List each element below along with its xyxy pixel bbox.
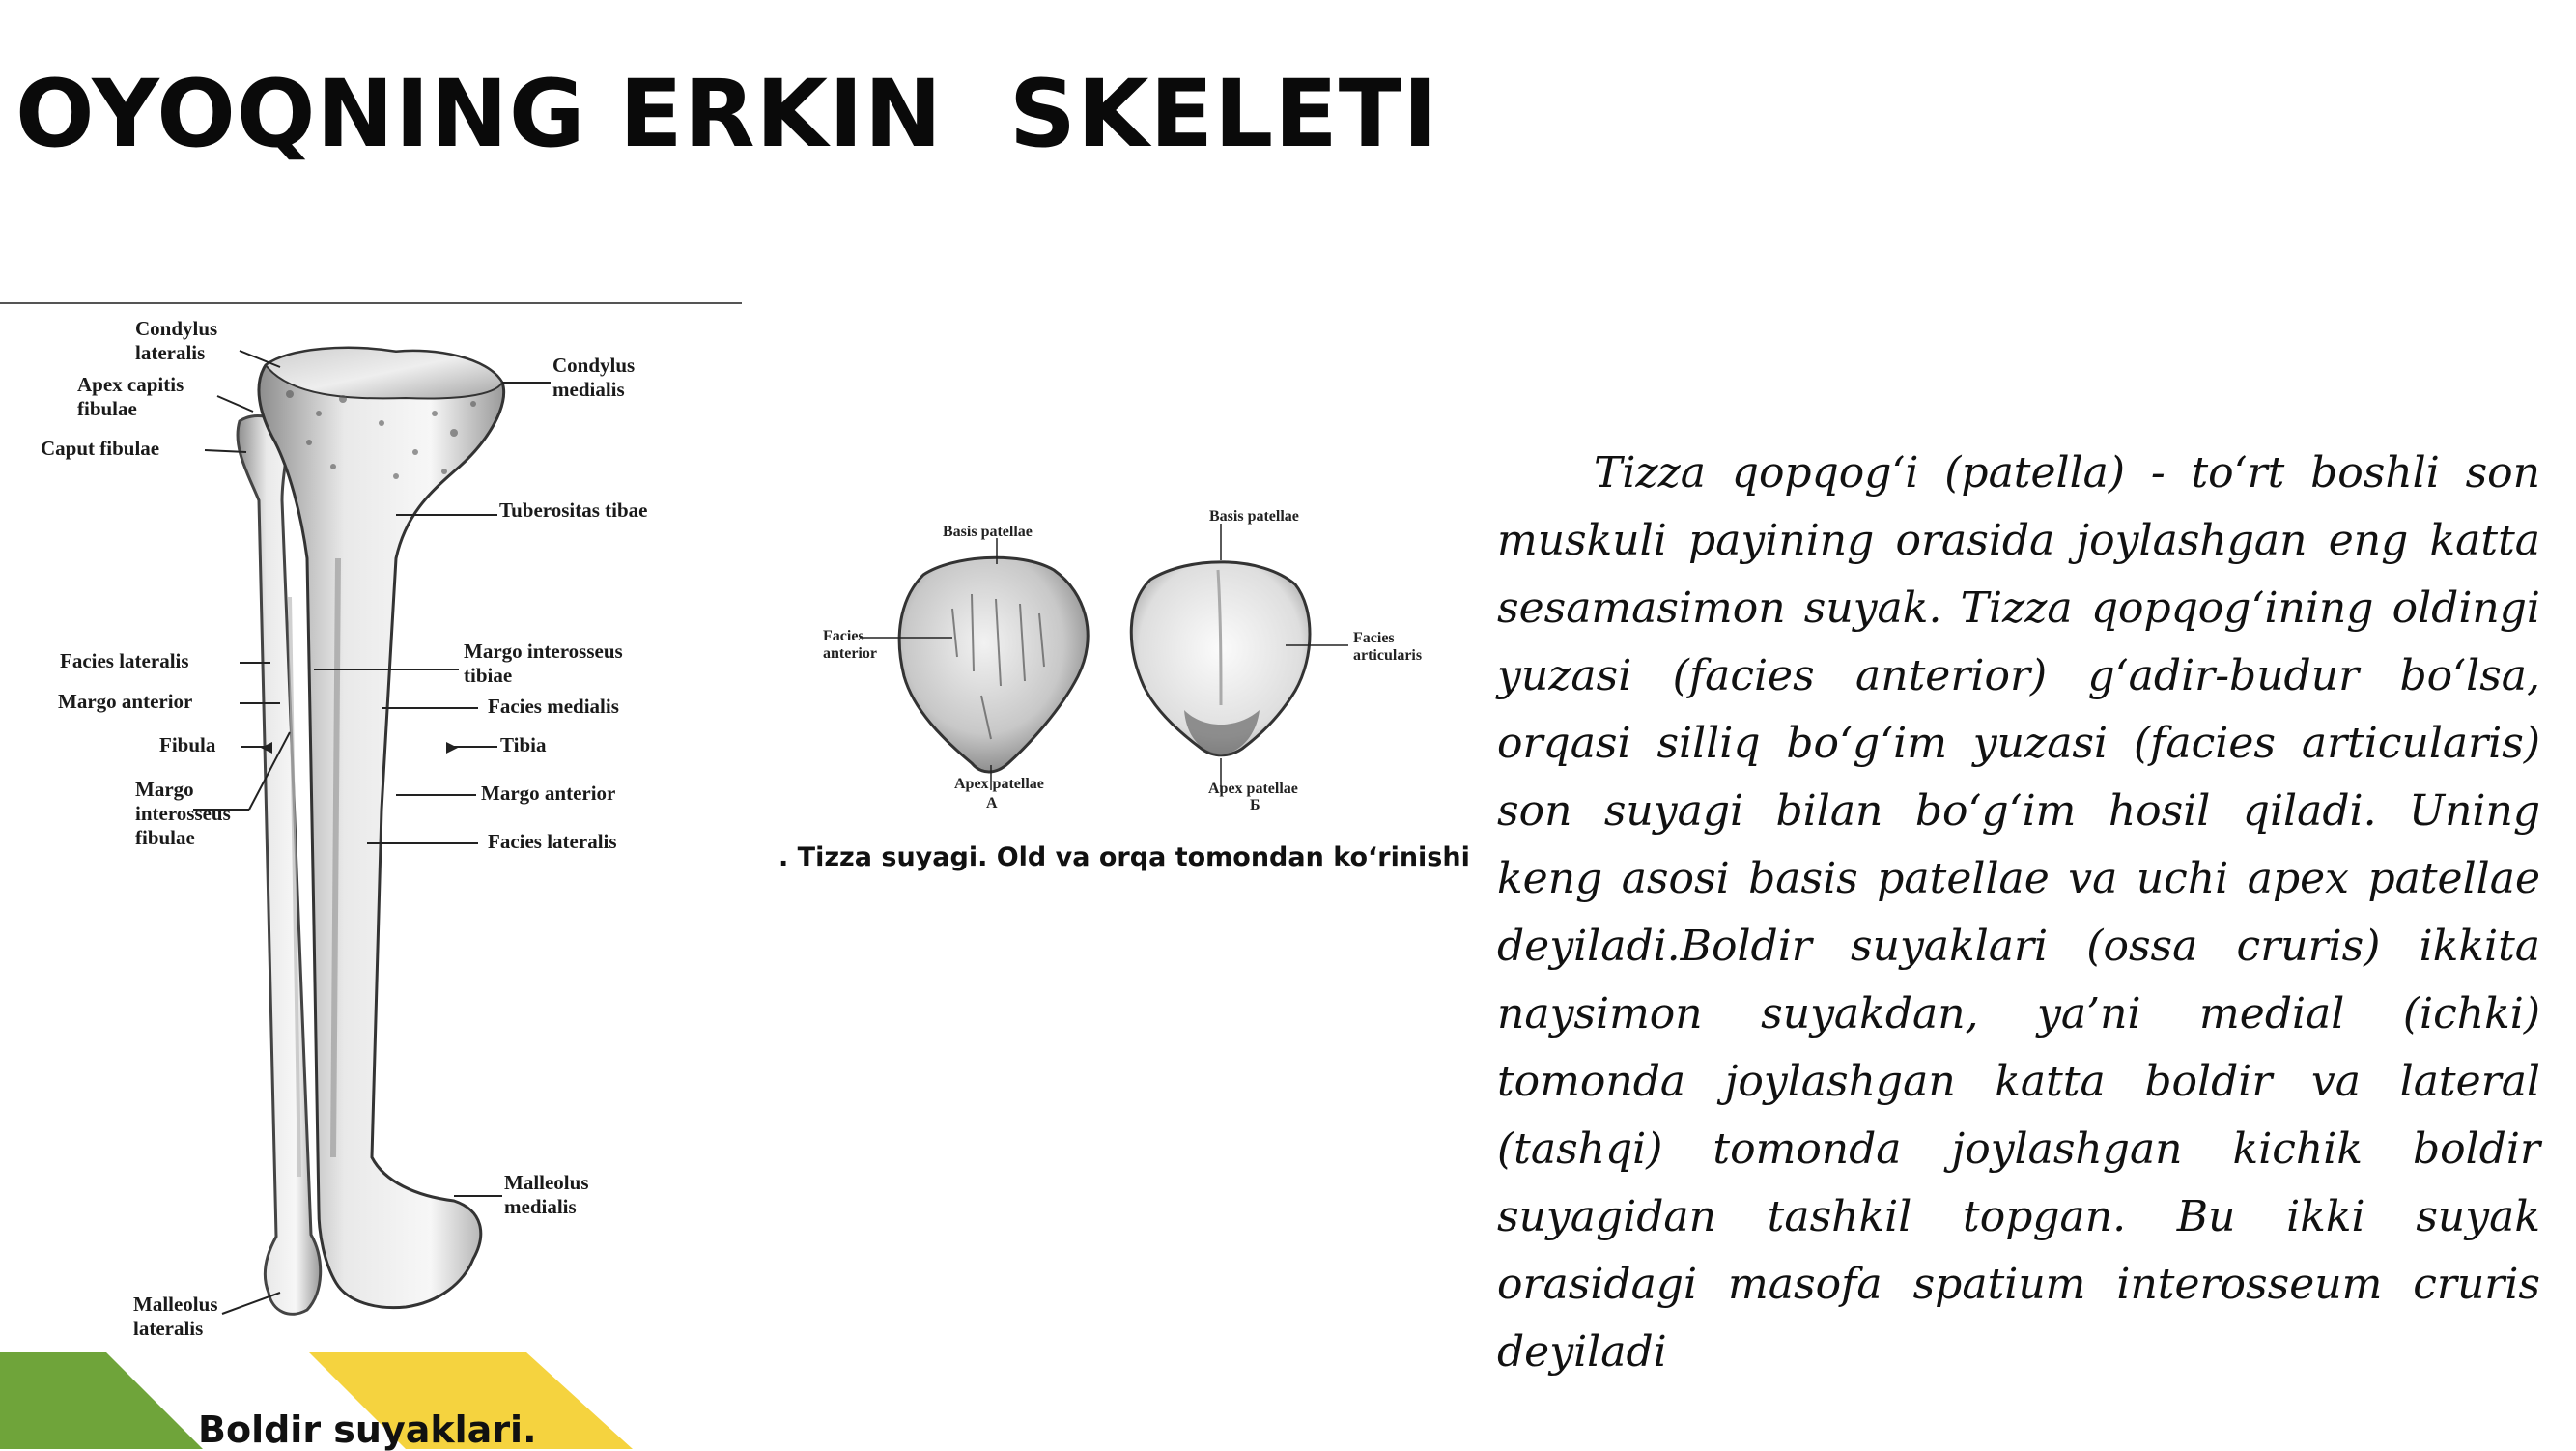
label-condylus-medialis: Condylus medialis: [552, 354, 636, 401]
label-margo-interosseus-fibulae: Margo interosseus fibulae: [135, 778, 231, 849]
label-view-a: А: [986, 795, 998, 811]
label-tuberositas-tibiae: Tuberositas tibae: [499, 498, 648, 522]
label-fibula: Fibula: [159, 733, 216, 756]
label-view-b: Б: [1250, 797, 1260, 813]
patella-figure: [807, 502, 1484, 831]
label-apex-capitis-fibulae: Apex capitis fibulae: [77, 373, 184, 420]
label-margo-interosseus-tibiae: Margo interosseus tibiae: [464, 640, 623, 687]
patella-caption: . Tizza suyagi. Old va orqa tomondan ko‘rinishi: [778, 842, 1470, 872]
label-margo-anterior-left: Margo anterior: [58, 690, 193, 713]
label-margo-anterior-right: Margo anterior: [481, 782, 616, 805]
label-facies-anterior: Facies anterior: [823, 628, 877, 662]
divider-line: [0, 302, 742, 304]
tibia-fibula-illustration: [0, 307, 744, 1352]
label-malleolus-medialis: Malleolus medialis: [504, 1171, 589, 1218]
label-facies-lateralis-right: Facies lateralis: [488, 830, 617, 853]
slide-title: OYOQNING ERKIN SKELETI: [15, 60, 1438, 168]
tibia-fibula-figure: [0, 307, 744, 1352]
label-condylus-lateralis: Condylus lateralis: [135, 317, 218, 364]
label-basis-patellae-a: Basis patellae: [943, 524, 1033, 540]
patella-illustration: [807, 502, 1484, 831]
label-apex-patellae-a: Apex patellae: [954, 776, 1044, 792]
label-basis-patellae-b: Basis patellae: [1209, 508, 1299, 525]
label-tibia: Tibia: [500, 733, 547, 756]
green-stripe: [0, 1352, 203, 1449]
label-malleolus-lateralis: Malleolus lateralis: [133, 1293, 218, 1340]
label-facies-articularis: Facies articularis: [1353, 630, 1423, 664]
label-facies-lateralis-left: Facies lateralis: [60, 649, 189, 672]
label-apex-patellae-b: Apex patellae: [1208, 781, 1298, 797]
body-paragraph: Tizza qopqog‘i (patella) - to‘rt boshli son muskuli payining orasida joylashgan eng katta sesamasimon suyak. Tizza qopqog‘ining oldingi yuzasi (facies anterior) g‘adir-budur bo‘lsa, orqasi silliq bo‘g‘im yuzasi (facies articularis) son suyagi bilan bo‘g‘im hosil qiladi. Uning keng asosi basis patellae va uchi apex patellae deyiladi.Boldir suyaklari (ossa cruris) ikkita naysimon suyakdan, ya’ni medial (ichki) tomonda joylashgan katta boldir va lateral (tashqi) tomonda joylashgan kichik boldir suyagidan tashkil topgan. Bu ikki suyak orasidagi masofa spatium interosseum cruris deyiladi: [1497, 448, 2540, 1377]
bottom-caption: Boldir suyaklari.: [198, 1408, 537, 1451]
label-caput-fibulae: Caput fibulae: [41, 437, 160, 460]
label-facies-medialis: Facies medialis: [488, 695, 619, 718]
